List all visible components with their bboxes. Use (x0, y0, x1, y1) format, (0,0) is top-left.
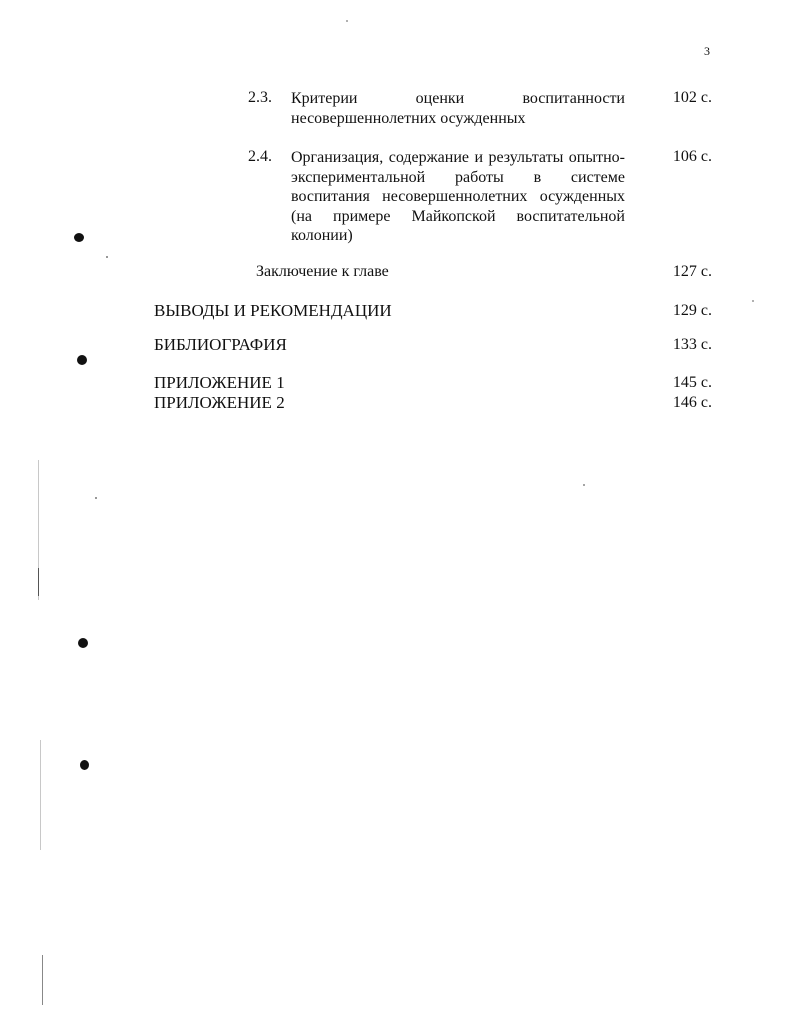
toc-entry-title: ПРИЛОЖЕНИЕ 2 (154, 393, 285, 412)
scan-speck (752, 300, 754, 302)
scan-speck (95, 497, 97, 499)
toc-entry-title: БИБЛИОГРАФИЯ (154, 335, 287, 354)
punch-hole-mark (78, 638, 88, 648)
toc-entry-page: 133 с. (672, 336, 712, 353)
punch-hole-mark (80, 760, 89, 770)
toc-entry-bibliography (154, 335, 712, 355)
toc-entry-number: 2.3. (248, 89, 272, 106)
scan-edge-line (40, 740, 41, 850)
toc-entry-page: 106 с. (672, 148, 712, 165)
toc-entry-number: 2.4. (248, 148, 272, 165)
page-number: 3 (704, 44, 710, 58)
punch-hole-mark (74, 233, 84, 242)
scan-edge-line (42, 955, 43, 1005)
punch-hole-mark (77, 355, 87, 365)
scan-speck (106, 256, 108, 258)
toc-entry-page: 102 с. (672, 89, 712, 106)
toc-entry-title: Заключение к главе (256, 263, 389, 280)
toc-entry-page: 145 с. (672, 374, 712, 391)
toc-entry-chapter-conclusion (256, 263, 712, 281)
toc-entry-appendix-2 (154, 393, 712, 413)
toc-entry-title: ПРИЛОЖЕНИЕ 1 (154, 373, 285, 392)
toc-entry-page: 127 с. (672, 263, 712, 280)
toc-entry-title: ВЫВОДЫ И РЕКОМЕНДАЦИИ (154, 301, 392, 320)
toc-entry-page: 129 с. (672, 302, 712, 319)
toc-entry-appendix-1 (154, 373, 712, 393)
toc-entry-page: 146 с. (672, 394, 712, 411)
scan-speck (346, 20, 348, 22)
toc-entry-title: Критерии оценки воспитанности несовершеннолетних осужденных (291, 90, 625, 127)
toc-entry-title: Организация, содержание и результаты опытно-экспериментальной работы в системе воспитания несовершеннолетних осужденных (на примере Майкопской воспитательной колонии) (291, 149, 625, 244)
toc-entry-conclusions-recommendations (154, 301, 712, 321)
scan-speck (583, 484, 585, 486)
scan-edge-line (38, 568, 39, 596)
